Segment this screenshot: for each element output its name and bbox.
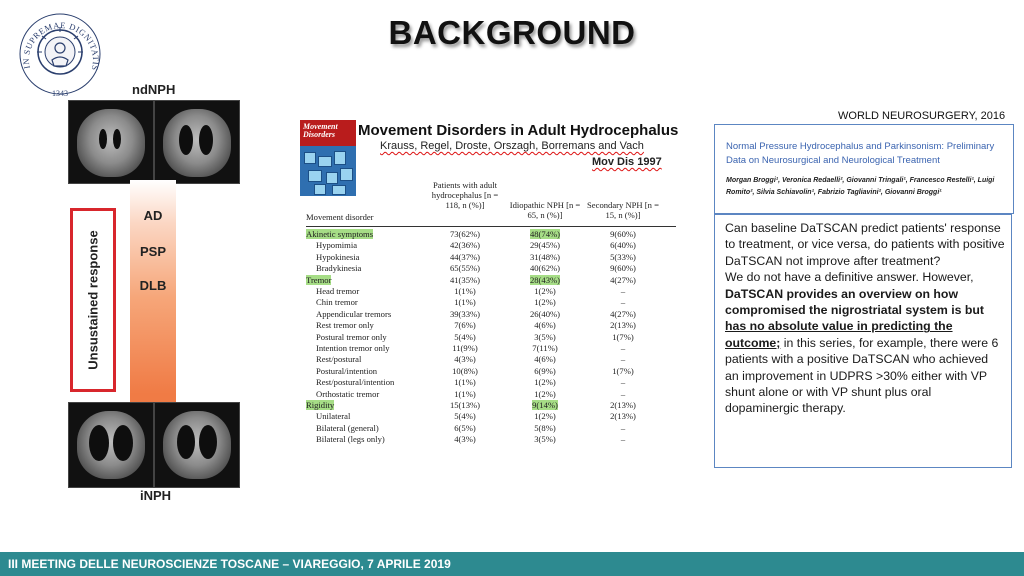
row-label: Hypomimia xyxy=(316,240,358,251)
slide-title: BACKGROUND xyxy=(388,14,636,51)
footer-text: III MEETING DELLE NEUROSCIENZE TOSCANE – VIAREGGIO, 7 APRILE 2019 xyxy=(8,557,451,571)
seal-motto: IN SUPREMAE DIGNITATIS xyxy=(20,19,102,72)
row-label: Postural/intention xyxy=(316,365,378,376)
cell-adult-hydrocephalus: 1(1%) xyxy=(454,388,476,399)
cell-adult-hydrocephalus: 7(6%) xyxy=(454,320,476,331)
row-label: Bilateral (legs only) xyxy=(316,434,385,445)
discussion-text xyxy=(725,220,1005,417)
cell-idiopathic-nph xyxy=(514,354,576,364)
table-row xyxy=(306,320,676,331)
cell-idiopathic-nph xyxy=(514,332,576,342)
row-label: Postural tremor only xyxy=(316,331,387,342)
cell-secondary-nph: 1(7%) xyxy=(612,331,634,342)
cell-idiopathic-nph xyxy=(514,309,576,319)
table-row xyxy=(306,423,676,434)
cell-value: 1(2%) xyxy=(534,377,556,388)
cell-secondary-nph: – xyxy=(620,388,626,399)
table-row xyxy=(306,377,676,388)
table-row xyxy=(306,309,676,320)
row-label: Rest/postural xyxy=(316,354,362,365)
cell-secondary-nph: 2(13%) xyxy=(610,400,636,410)
article-reference-box xyxy=(714,124,1014,214)
table-row xyxy=(306,400,676,411)
gradient-arrow-base xyxy=(130,394,176,402)
article-authors: Morgan Broggi¹, Veronica Redaelli², Giovanni Tringali¹, Francesco Restelli¹, Luigi Romito², Silvia Schiavolin¹, Fabrizio Tagliavini², Giovanni Broggi¹ xyxy=(726,177,995,196)
cell-idiopathic-nph xyxy=(514,229,576,239)
paper-ref-text: Mov Dis 1997 xyxy=(592,156,662,168)
cell-value: 48(74%) xyxy=(529,229,561,239)
table-row xyxy=(306,411,676,422)
cell-adult-hydrocephalus: 1(1%) xyxy=(454,286,476,296)
cell-value: 31(48%) xyxy=(529,251,561,262)
cell-adult-hydrocephalus: 41(35%) xyxy=(449,274,481,285)
cell-value: 28(43%) xyxy=(529,274,561,285)
cell-value: 1(2%) xyxy=(534,388,556,399)
cell-value: 9(14%) xyxy=(532,400,558,410)
table-row xyxy=(306,343,676,354)
paper-authors: Krauss, Regel, Droste, Orszagh, Borremans and Vach xyxy=(380,140,644,152)
row-label: Intention tremor only xyxy=(316,343,390,353)
cell-adult-hydrocephalus: 73(62%) xyxy=(449,229,481,239)
paper-excerpt xyxy=(298,116,678,452)
cell-secondary-nph: 4(27%) xyxy=(610,308,636,319)
discussion-text-box xyxy=(714,214,1012,468)
row-label: Appendicular tremors xyxy=(316,308,392,319)
cell-value: 1(2%) xyxy=(534,297,556,308)
cell-adult-hydrocephalus: 15(13%) xyxy=(449,400,481,410)
cell-secondary-nph: – xyxy=(620,434,626,445)
cell-adult-hydrocephalus: 6(5%) xyxy=(454,422,476,433)
table-row xyxy=(306,286,676,297)
header-idiopathic-nph: Idiopathic NPH [n = 65, n (%)] xyxy=(509,200,581,220)
article-title: Normal Pressure Hydrocephalus and Parkinsonism: Preliminary Data on Neurosurgical and Neurological Treatment xyxy=(726,141,995,166)
table-row xyxy=(306,252,676,263)
cell-value: 4(6%) xyxy=(534,320,556,331)
paper-reference xyxy=(592,156,662,168)
cell-value: 29(45%) xyxy=(529,240,561,251)
cell-idiopathic-nph xyxy=(514,297,576,307)
mri-scan-bottom-left xyxy=(68,402,154,488)
cell-value: 3(5%) xyxy=(534,331,556,342)
mri-scan-top-right xyxy=(154,100,240,184)
answer-intro: We do not have a definitive answer. However, xyxy=(725,270,974,285)
cell-secondary-nph: 9(60%) xyxy=(610,229,636,239)
cell-secondary-nph: 9(60%) xyxy=(610,263,636,274)
row-label: Akinetic symptoms xyxy=(306,229,374,239)
table-row xyxy=(306,297,676,308)
table-row xyxy=(306,229,676,240)
cell-adult-hydrocephalus: 42(36%) xyxy=(449,240,481,251)
question-paragraph: Can baseline DaTSCAN predict patients' response to treatment, or vice versa, do patients with positive DaTSCAN not improve after treatment? xyxy=(725,221,1005,268)
row-label: Rest tremor only xyxy=(316,320,374,331)
cell-idiopathic-nph xyxy=(514,263,576,273)
cell-idiopathic-nph xyxy=(514,320,576,330)
cell-value: 26(40%) xyxy=(529,308,561,319)
cell-secondary-nph: 6(40%) xyxy=(610,240,636,251)
row-label: Orthostatic tremor xyxy=(316,388,380,399)
header-adult-hydrocephalus: Patients with adult hydrocephalus [n = 118, n (%)] xyxy=(431,180,499,210)
cell-secondary-nph: 1(7%) xyxy=(612,365,634,376)
cell-idiopathic-nph xyxy=(514,275,576,285)
cell-value: 6(9%) xyxy=(534,365,556,376)
row-label: Rigidity xyxy=(306,400,335,410)
cell-value: 7(11%) xyxy=(532,343,558,353)
mri-scan-bottom-right xyxy=(154,402,240,488)
cell-adult-hydrocephalus: 39(33%) xyxy=(449,308,481,319)
cell-secondary-nph: – xyxy=(620,297,626,308)
cell-secondary-nph: – xyxy=(620,354,626,365)
cell-idiopathic-nph xyxy=(514,366,576,376)
table-header xyxy=(306,176,676,224)
cell-idiopathic-nph xyxy=(514,377,576,387)
cell-idiopathic-nph xyxy=(514,343,576,353)
cell-adult-hydrocephalus: 5(4%) xyxy=(454,331,476,342)
table-row xyxy=(306,275,676,286)
seal-year: 1343 xyxy=(52,89,68,98)
cell-value: 40(62%) xyxy=(529,263,561,274)
cell-idiopathic-nph xyxy=(514,400,576,410)
cell-secondary-nph: – xyxy=(620,422,626,433)
cell-adult-hydrocephalus: 4(3%) xyxy=(454,354,476,365)
row-label: Unilateral xyxy=(316,411,351,422)
cell-value: 5(8%) xyxy=(534,422,556,433)
paper-title: Movement Disorders in Adult Hydrocephalus xyxy=(358,122,679,139)
cell-adult-hydrocephalus: 65(55%) xyxy=(449,263,481,274)
footer-bar xyxy=(0,552,1024,576)
cell-secondary-nph: 4(27%) xyxy=(610,274,636,285)
cell-adult-hydrocephalus: 4(3%) xyxy=(454,434,476,445)
diagnosis-dlb: DLB xyxy=(139,278,167,293)
cell-secondary-nph: 5(33%) xyxy=(610,251,636,262)
cell-value: 1(2%) xyxy=(534,286,556,296)
unsustained-response-label: Unsustained response xyxy=(85,230,101,370)
table-row xyxy=(306,263,676,274)
row-label: Bradykinesia xyxy=(316,263,362,274)
cell-idiopathic-nph xyxy=(514,389,576,399)
cell-adult-hydrocephalus: 11(9%) xyxy=(452,343,478,353)
table-row xyxy=(306,389,676,400)
cell-adult-hydrocephalus: 1(1%) xyxy=(454,377,476,388)
inph-label: iNPH xyxy=(140,488,172,503)
answer-rest: in this series, for example, there were 6 patients with a positive DaTSCAN who achieved an improvement in UDPRS >30% either with VP shunt alone or with VP shunt plus oral dopaminergic therapy. xyxy=(725,335,999,416)
header-secondary-nph: Secondary NPH [n = 15, n (%)] xyxy=(587,200,659,220)
cell-adult-hydrocephalus: 10(8%) xyxy=(452,365,478,376)
diagnosis-psp: PSP xyxy=(139,244,166,259)
npH-diagnosis-figure xyxy=(68,80,238,512)
table-row xyxy=(306,434,676,445)
cell-idiopathic-nph xyxy=(514,252,576,262)
row-label: Rest/postural/intention xyxy=(316,377,395,388)
cell-idiopathic-nph xyxy=(514,423,576,433)
table-row xyxy=(306,366,676,377)
cell-secondary-nph: – xyxy=(620,343,626,353)
row-label: Hypokinesia xyxy=(316,251,360,262)
cell-idiopathic-nph xyxy=(514,434,576,444)
row-label: Head tremor xyxy=(316,286,360,296)
cell-value: 1(2%) xyxy=(534,411,556,422)
unsustained-response-box xyxy=(70,208,116,392)
cell-idiopathic-nph xyxy=(514,411,576,421)
journal-citation: WORLD NEUROSURGERY, 2016 xyxy=(838,110,1006,122)
table-row xyxy=(306,332,676,343)
cell-secondary-nph: 2(13%) xyxy=(610,320,636,331)
answer-bold: DaTSCAN provides an overview on how compromised the nigrostriatal system is but xyxy=(725,286,984,318)
row-label: Chin tremor xyxy=(316,297,358,308)
row-label: Tremor xyxy=(306,274,332,285)
mri-scan-top-left xyxy=(68,100,154,184)
cell-secondary-nph: – xyxy=(620,377,626,388)
table-row xyxy=(306,240,676,251)
cell-idiopathic-nph xyxy=(514,286,576,296)
cell-value: 3(5%) xyxy=(534,434,556,445)
diagnosis-ad: AD xyxy=(143,208,163,223)
answer-bold-underlined: has no absolute value in predicting the outcome; xyxy=(725,319,953,350)
cell-secondary-nph: 2(13%) xyxy=(610,411,636,422)
header-movement-disorder: Movement disorder xyxy=(306,212,374,222)
cell-adult-hydrocephalus: 5(4%) xyxy=(454,411,476,422)
cell-adult-hydrocephalus: 44(37%) xyxy=(449,251,481,262)
table-row xyxy=(306,354,676,365)
cell-secondary-nph: – xyxy=(620,286,626,296)
cell-value: 4(6%) xyxy=(534,354,556,365)
cell-adult-hydrocephalus: 1(1%) xyxy=(454,297,476,308)
row-label: Bilateral (general) xyxy=(316,422,379,433)
journal-name: Movement Disorders xyxy=(303,122,338,139)
ndnph-label: ndNPH xyxy=(132,82,176,97)
cell-idiopathic-nph xyxy=(514,240,576,250)
